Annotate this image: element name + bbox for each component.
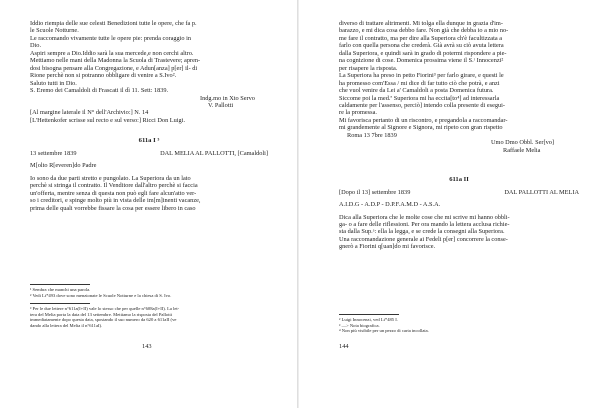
salutation: M[olto R[everen]do Padre [30,162,97,170]
text-line: Dica alla Superiora che le molte cose che mi scrive mi hanno obbli- [339,213,510,221]
text-line: le Scuole Notturne. [30,27,79,35]
letter-title: DAL PALLOTTI AL MELIA [504,188,579,196]
text-line: La Superiora ha preso in petto Fiorini³ per farlo girare, e questi le [339,72,504,80]
page-number: 144 [339,343,349,350]
text-line: Iddio riempia delle sue celesti Benedizioni tutte le opere, che fa p. [30,20,197,27]
footnote: dando alla lettera del Melia il n°611aI). [30,322,103,328]
text-line: dalla Superiora, e quindi sarà in grado di potermi rispondere a pie- [339,49,507,57]
footnotes-left [30,284,268,329]
document-number: 611a I ³ [138,137,160,145]
text-line: un'offerta, mentre senza di questa non può egli fare alcun'atto ver- [30,189,197,197]
letter-title: DAL MELIA AL PALLOTTI, [Camaldoli] [160,149,268,157]
text-line: so i creditori, e spinge molto più in vista delle im[m]inenti vacanze, [30,197,201,205]
footnote: tera del Melia porta la data del 13 settembre. Mettiamo la risposta del Pallotti [30,311,173,317]
text-line: diverso di trattare altrimenti. Mi tolga ella dunque in grazia d'im- [339,20,503,27]
signature-line: Umo Dmo Obbl. Ser[vo] [491,139,554,147]
invocation: A.I.D.G - A.D.P - D.P.F.A.M.D - A.S.A. [339,201,441,209]
signature-block [339,139,579,154]
margin-note: [L'Hettenkofer scrisse sul recto e sul verso:] Ricci Don Luigi. [30,116,186,124]
text-line: na cognizione di cose. Domenica prossima viene il S.ʳ Innocenzi² [339,57,504,65]
text-line: Dio. [30,42,42,50]
footnote: ¹ Sembra che manchi una parola. [30,287,91,292]
text-line: gnerò a Fiorini q[uan]do mi favorisce. [339,243,436,251]
text-line: per risapere la risposta. [339,64,398,72]
text-line: dosi bisogna pensare alla Congregazione, e Adun[anza] p[er] il- di [30,64,198,72]
signature-name: V. Pallotti [208,101,234,109]
footnote: ³ —> Nota biografica. [339,322,380,328]
text-column-right [339,20,579,251]
document-number: 611a II [449,176,469,184]
text-line: Siccome poi la med.ª Superiora mi ha eccita[to⁴] ad interessarla [339,94,500,102]
letter-body [339,214,579,251]
footnote: ² Luigi Innocenzi, ved Lt*485 I. [339,317,398,322]
text-column-left [30,20,268,212]
text-line: farlo con quella persona che crederà. Già avrà su ciò avuta lettera [339,42,504,50]
text-line: che vuol venire da Lei a' Camaldoli a posta Domenica futura. [339,87,494,95]
footnote: ³ Per le due lettere n°611a(I+II) vale lo stesso che per quelle n°608a(I+II). La let- [30,306,180,312]
letter-header [30,150,268,157]
text-line: Mi favorisca pertanto di un riscontro, e pregandola a raccomandar- [339,116,508,124]
page-number: 143 [142,343,152,350]
footnote-rule [339,314,399,315]
text-line: ha promesso com'Essa / mi dice di far tutto ciò che potrà, e anzi [339,79,500,87]
letter-header [339,189,579,196]
text-line: Saluto tutti in Dio. [30,79,77,87]
page-143 [0,0,297,408]
letter-continuation [339,20,579,132]
footnote: immediatamente dopo questa data, spostando il suo numero da 620 a 611aII (ve [30,317,177,323]
page-144 [299,0,596,408]
text-line: barazzo, e mi dica cosa debbo fare. Non già che debba io a mio no- [339,27,509,35]
letter-date: [Dopo il 13] settembre 1839 [339,188,411,196]
signature-block [30,95,268,110]
text-line: Le raccomando vivamente tutte le opere pie: prenda coraggio in [30,34,192,42]
letter-date: 13 settembre 1839 [30,149,77,157]
letter-continuation [30,20,268,95]
signature-line: Indg.mo in Xto Servo [200,94,255,102]
letter-body [30,175,268,212]
footnote-rule [30,284,90,285]
text-line: prima delle quali vorrebbe fissare la cosa per essere libero in caso [30,204,196,212]
text-line: ga- o a fare delle riflessioni. Per ora mando la lettera acclusa richie- [339,220,510,228]
text-line: caldamente per l'assenso, perciò] intendo colla presente di esegui- [339,101,506,109]
footnotes-right [339,314,579,334]
text-line: Io sono da due parti stretto e pungolato. La Superiora da un lato [30,174,191,182]
margin-note: [Al margine laterale il N° dell'Archivio:] N. 14 [30,109,149,117]
closing-date: Roma 13 7bre 1839 [347,131,397,139]
signature-name: Raffaele Melia [503,146,541,154]
text-line: Mettiamo nelle mani della Madonna la Scuola di Trastevere; apren- [30,57,201,65]
text-line: me fare il contratto, ma per dire alla Superiora ch'è facultizzata a [339,34,503,42]
footnote-rule [30,303,90,304]
footnote: ⁴ Non più visibile per un pezzo di carta incollata. [339,328,429,334]
text-line: Rione perchè non si potranno obbligare di venire a S.Ivo². [30,72,177,80]
text-line: S. Eremo dei Camaldoli di Frascati il dì 11. Sett: 1839. [30,87,169,95]
text-line: perchè si stringa il contratto. Il Venditore dall'altro perchè si faccia [30,182,198,190]
footnote: ² Vedi Lt*493 dove sono menzionate le Scuole Notturne e la chiesa di S. Ivo. [30,292,172,298]
text-line: sta dalla Sup.ᵃ: ella la legga, e se crede la consegni alla Superiora. [339,228,505,236]
text-line: Aspiri sempre a Dio.Iddio sarà la sua mercede,e non cerchi altro. [30,49,194,57]
text-line: Una raccomandazione generale ai Fedeli p[er] concorrere la conse- [339,235,508,243]
text-line: mi grandemente al Signore e Signora, mi ripeto con gran rispetto [339,124,503,132]
text-line: re la promessa. [339,109,377,117]
